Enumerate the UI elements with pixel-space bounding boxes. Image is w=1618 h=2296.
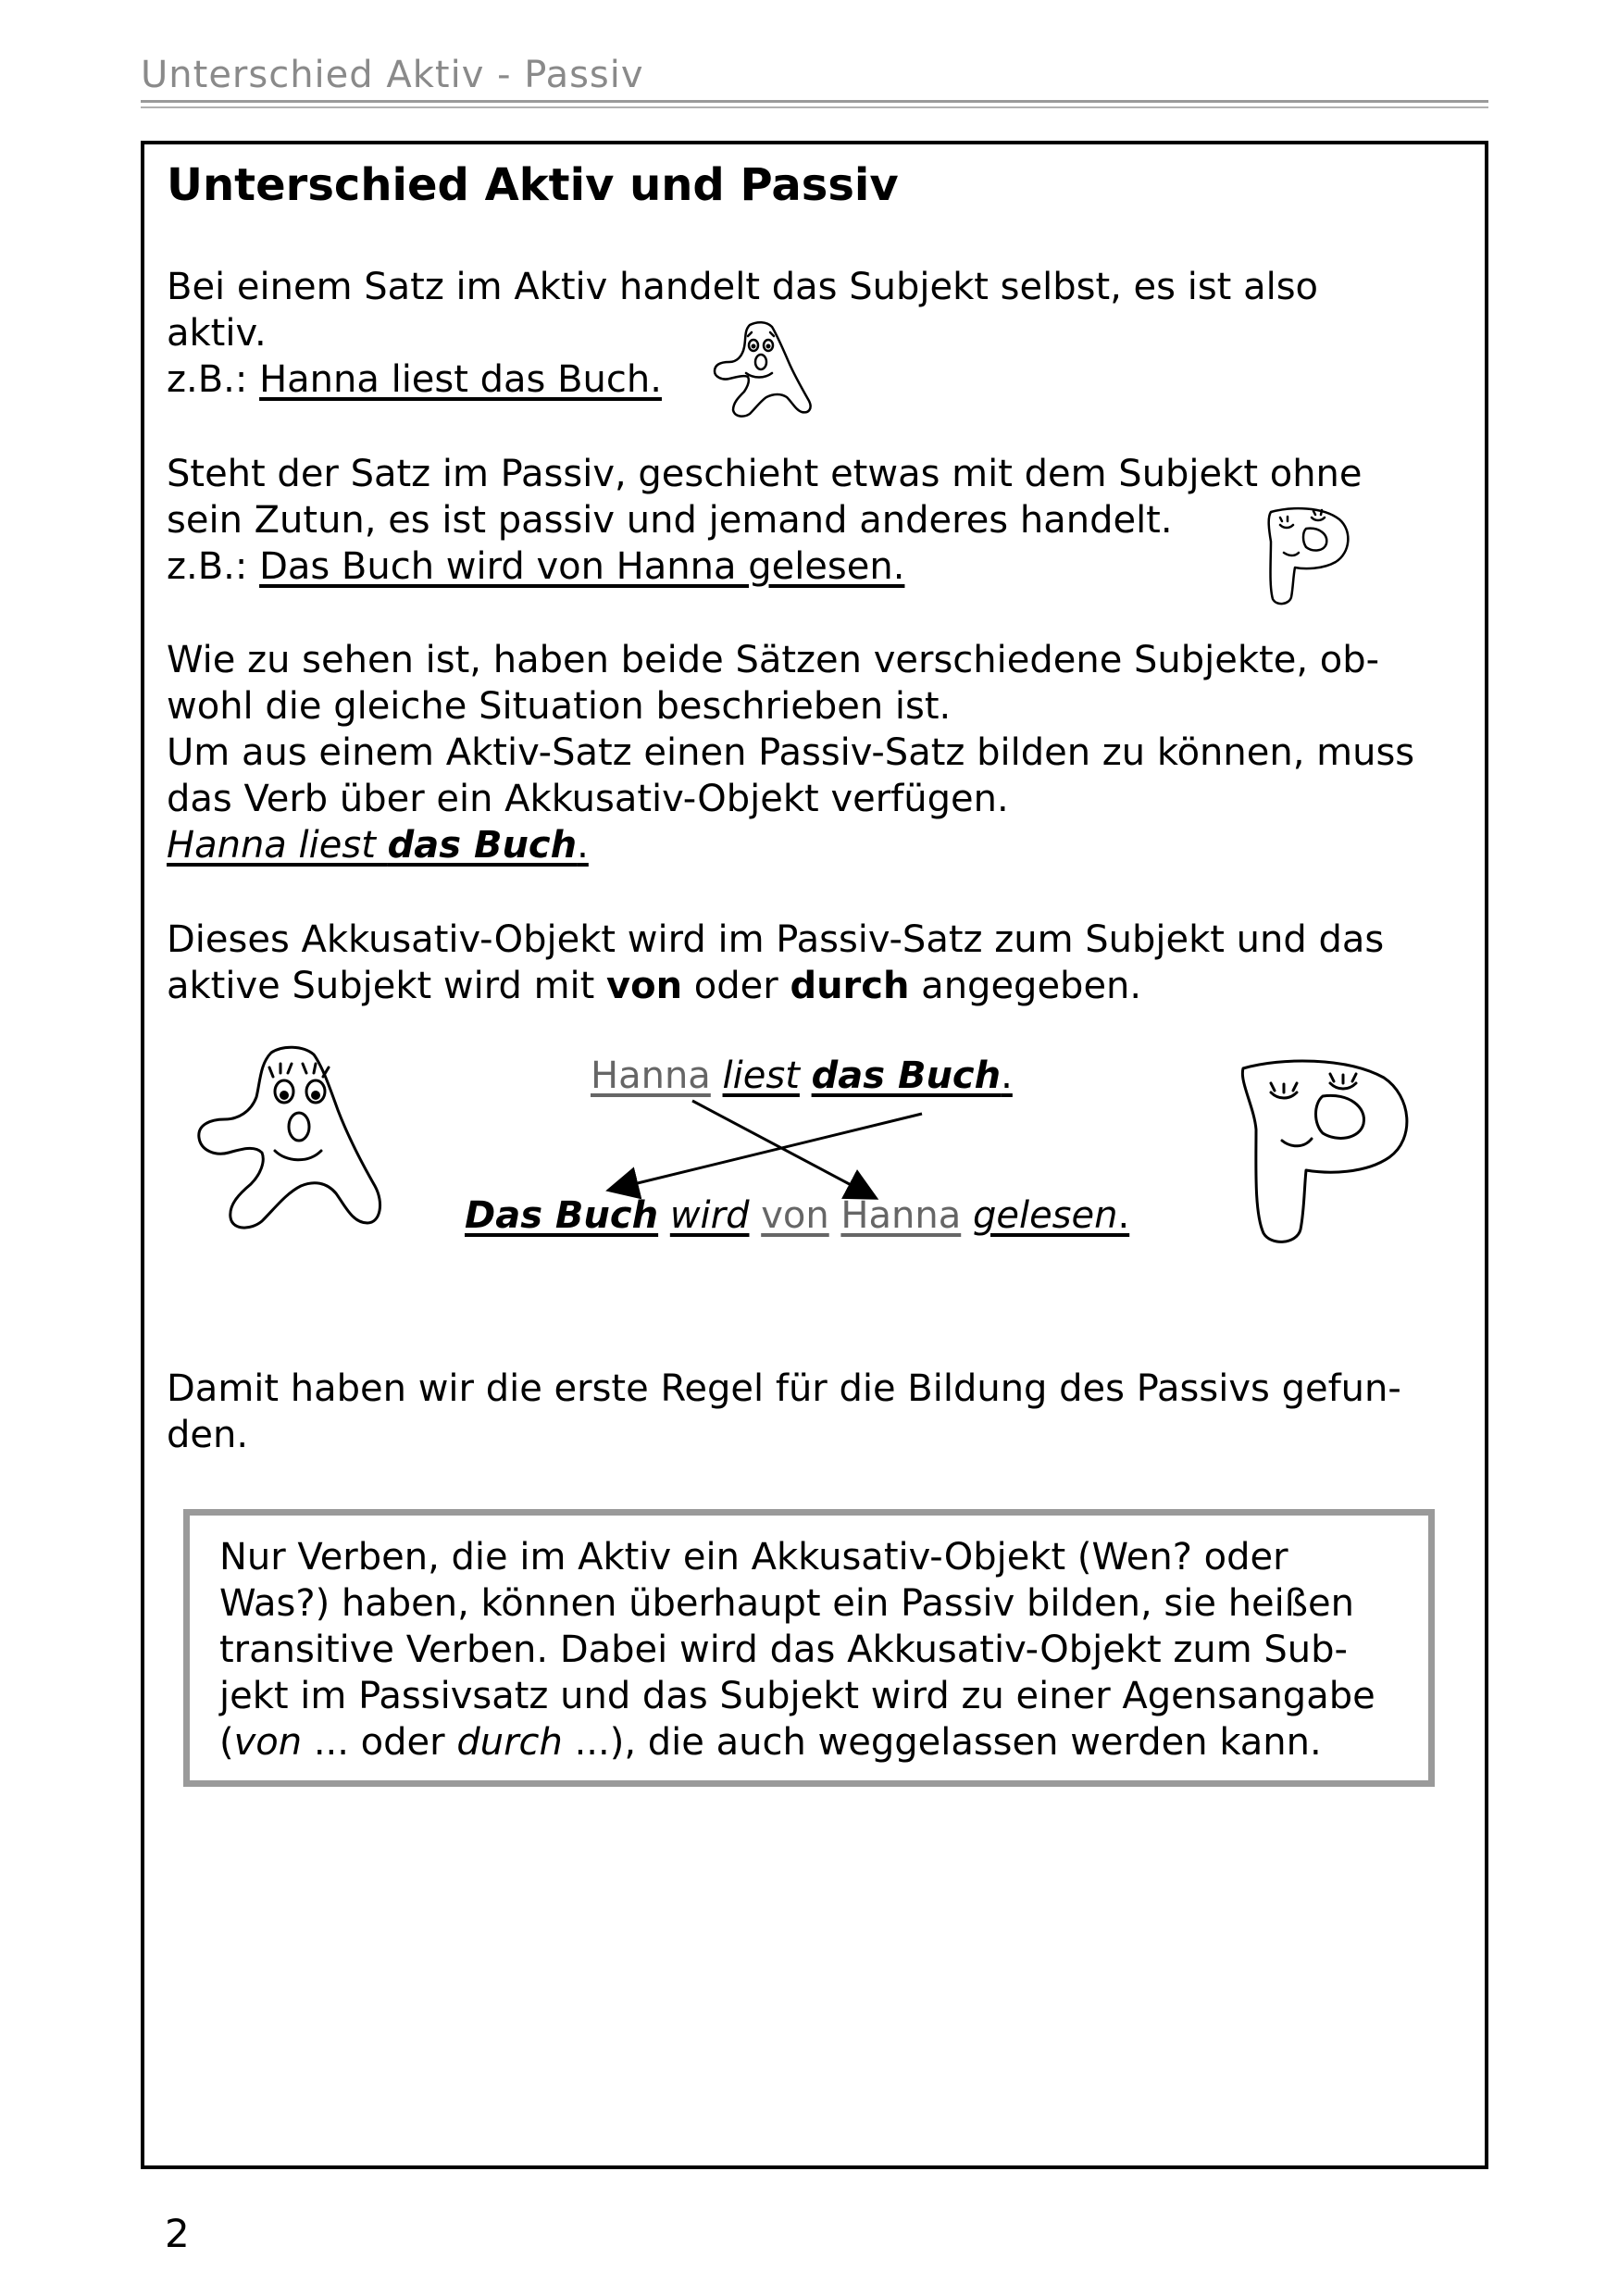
rule-line: Nur Verben, die im Aktiv ein Akkusativ-Objekt (Wen? oder	[219, 1536, 1288, 1578]
example-end: .	[577, 824, 589, 867]
rule-line: Was?) haben, können überhaupt ein Passiv bilden, sie heißen	[219, 1582, 1354, 1625]
example-object: das Buch	[387, 824, 578, 867]
example-prefix: z.B.:	[167, 358, 260, 401]
text-line: Wie zu sehen ist, haben beide Sätzen verschiedene Subjekte, ob-	[167, 639, 1380, 681]
text-fragment: (	[219, 1721, 234, 1764]
text-fragment: oder	[682, 965, 790, 1007]
text-line: Damit haben wir die erste Regel für die Bildung des Passivs gefun-	[167, 1367, 1401, 1410]
letter-p-mascot-icon	[1254, 505, 1356, 608]
diagram-passive-verb1: wird	[669, 1194, 750, 1237]
text-fragment: aktive Subjekt wird mit	[167, 965, 607, 1007]
text-line: wohl die gleiche Situation beschrieben ist.	[167, 685, 952, 728]
diagram-active-object: das Buch	[811, 1054, 1002, 1097]
keyword-durch: durch	[790, 965, 910, 1007]
section-explanation	[167, 637, 1462, 868]
text-line: Dieses Akkusativ-Objekt wird im Passiv-Satz zum Subjekt und das	[167, 918, 1385, 961]
text-fragment: ... oder	[302, 1721, 457, 1764]
letter-a-mascot-icon	[190, 1042, 398, 1236]
text-fragment: ...), die auch weggelassen werden kann.	[562, 1721, 1322, 1764]
text-line: Bei einem Satz im Aktiv handelt das Subjekt selbst, es ist also	[167, 266, 1319, 308]
text-line: den.	[167, 1414, 249, 1456]
page-title: Unterschied Aktiv und Passiv	[167, 159, 899, 211]
letter-a-mascot-icon	[705, 319, 824, 423]
letter-p-mascot-icon	[1226, 1055, 1421, 1250]
text-line: sein Zutun, es ist passiv und jemand anderes handelt.	[167, 499, 1173, 542]
diagram-arrows	[592, 1097, 935, 1208]
rule-box	[183, 1509, 1435, 1787]
section-conclusion	[167, 1366, 1462, 1458]
section-object-rule	[167, 917, 1462, 1009]
text-line: Um aus einem Aktiv-Satz einen Passiv-Satz bilden zu können, muss	[167, 731, 1415, 774]
diagram-passive-verb2: gelesen	[972, 1194, 1118, 1237]
diagram-active-end: .	[1001, 1054, 1013, 1097]
rule-line	[219, 1719, 1402, 1766]
keyword-durch: durch	[456, 1721, 563, 1764]
diagram-active-verb: liest	[722, 1054, 800, 1097]
diagram-passive-subject: Das Buch	[465, 1194, 659, 1237]
text-line: das Verb über ein Akkusativ-Objekt verfügen.	[167, 778, 1009, 820]
text-line: aktiv.	[167, 312, 267, 355]
rule-line: transitive Verben. Dabei wird das Akkusativ-Objekt zum Sub-	[219, 1628, 1348, 1671]
arrow-object-to-subject	[611, 1114, 922, 1190]
example-active: Hanna liest das Buch.	[259, 358, 662, 401]
running-header-title: Unterschied Aktiv - Passiv	[141, 54, 644, 96]
example-italic: Hanna liest	[167, 824, 388, 867]
example-line	[167, 822, 1462, 868]
keyword-von: von	[233, 1721, 303, 1764]
diagram-passive-end: .	[1117, 1194, 1130, 1237]
keyword-von: von	[606, 965, 683, 1007]
rule-line: jekt im Passivsatz und das Subjekt wird zu einer Agensangabe	[219, 1675, 1375, 1717]
diagram-active-subject: Hanna	[591, 1054, 711, 1097]
diagram-active-sentence	[591, 1053, 1013, 1099]
diagram-passive-sentence	[465, 1192, 1129, 1239]
diagram-passive-agent: Hanna	[840, 1194, 962, 1237]
diagram-passive-prep: von	[761, 1194, 829, 1237]
text-line	[167, 963, 1462, 1009]
example-prefix: z.B.:	[167, 545, 260, 588]
running-header	[141, 54, 1488, 103]
example-passive: Das Buch wird von Hanna gelesen.	[259, 545, 905, 588]
text-line: Steht der Satz im Passiv, geschieht etwas mit dem Subjekt ohne	[167, 453, 1363, 495]
page-number: 2	[165, 2211, 190, 2256]
text-fragment: angegeben.	[909, 965, 1142, 1007]
